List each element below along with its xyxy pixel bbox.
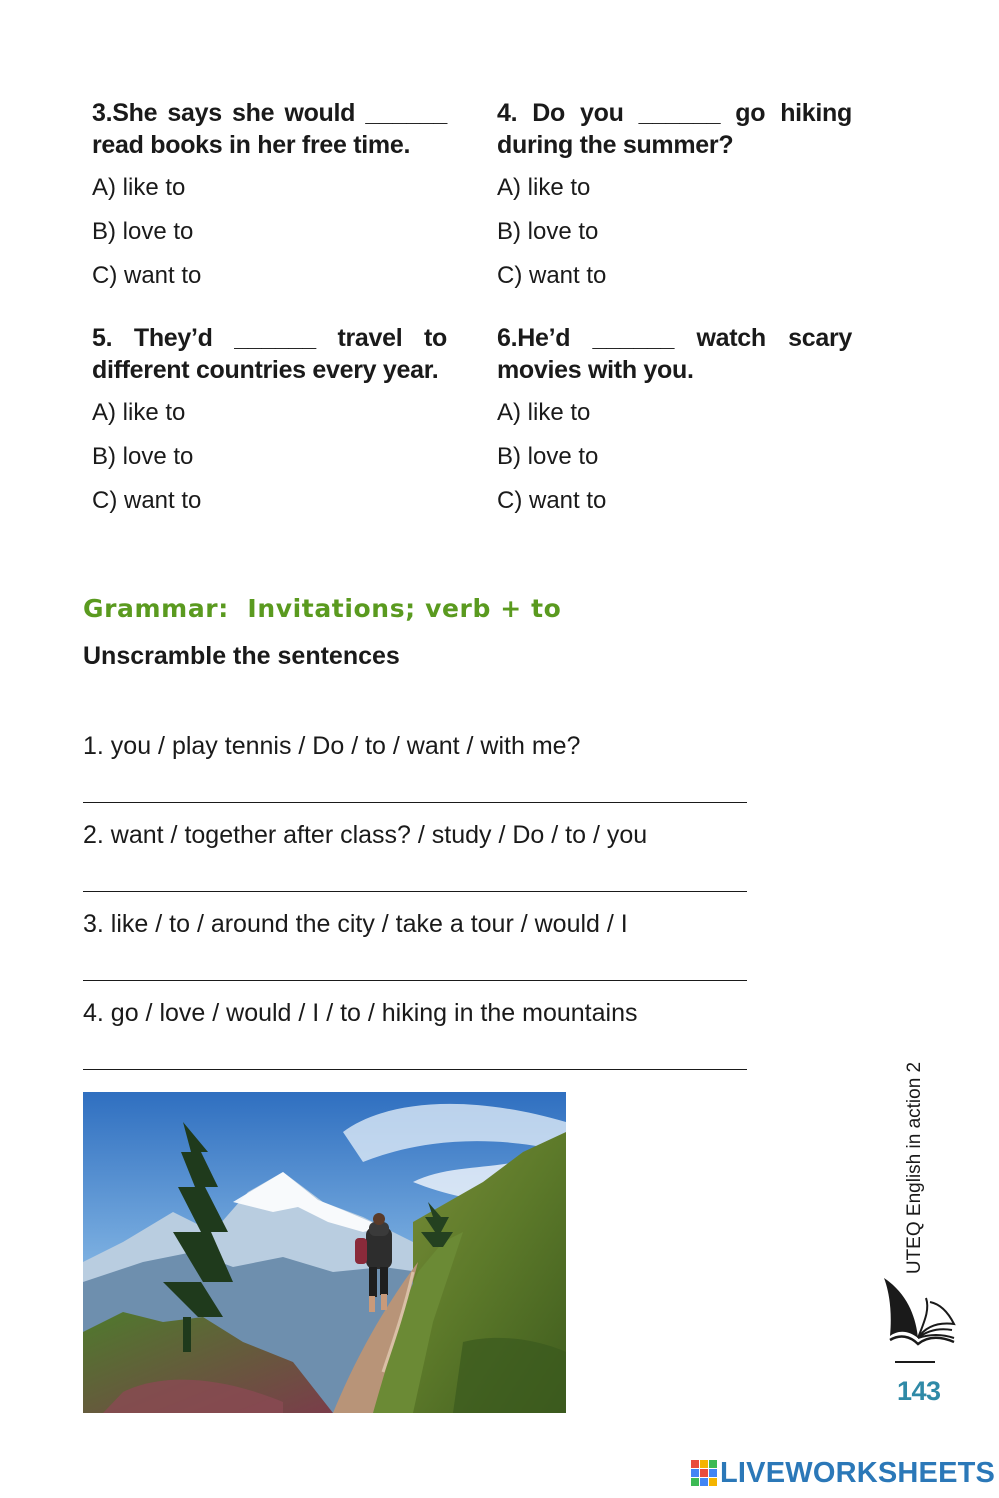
- question-3-option-c[interactable]: C) want to: [92, 262, 202, 289]
- scrambled-sentence-2: 2. want / together after class? / study / Do / to / you: [83, 821, 648, 849]
- mountain-hiker-photo: [83, 1092, 566, 1413]
- question-5: [92, 322, 447, 515]
- question-4-option-a[interactable]: A) like to: [497, 174, 591, 201]
- scrambled-sentence-3: 3. like / to / around the city / take a tour / would / I: [83, 910, 628, 938]
- question-3-option-a[interactable]: A) like to: [92, 174, 186, 201]
- page-number-rule: [895, 1361, 935, 1363]
- answer-line-1[interactable]: [83, 802, 747, 803]
- question-4: [497, 97, 852, 290]
- liveworksheets-brand: [690, 1456, 995, 1490]
- instruction-text: Unscramble the sentences: [83, 642, 400, 670]
- question-6: [497, 322, 852, 515]
- open-book-icon: [878, 1274, 958, 1350]
- question-4-option-b[interactable]: B) love to: [497, 218, 599, 245]
- grammar-heading: Grammar: Invitations; verb + to: [83, 594, 562, 623]
- question-5-option-b[interactable]: B) love to: [92, 443, 194, 470]
- question-4-option-c[interactable]: C) want to: [497, 262, 607, 289]
- question-3-option-b[interactable]: B) love to: [92, 218, 194, 245]
- question-6-option-b[interactable]: B) love to: [497, 443, 599, 470]
- answer-line-3[interactable]: [83, 980, 747, 981]
- liveworksheets-logo-icon: [690, 1459, 718, 1487]
- page-number: 143: [897, 1376, 941, 1406]
- answer-line-2[interactable]: [83, 891, 747, 892]
- scrambled-sentence-4: 4. go / love / would / I / to / hiking in the mountains: [83, 999, 638, 1027]
- question-5-option-c[interactable]: C) want to: [92, 487, 202, 514]
- question-6-option-c[interactable]: C) want to: [497, 487, 607, 514]
- liveworksheets-wordmark: LIVEWORKSHEETS: [720, 1456, 996, 1489]
- question-4-text: 4. Do you ______ go hiking during the summer?: [497, 99, 852, 159]
- question-6-text: 6.He’d ______ watch scary movies with you.: [497, 324, 852, 384]
- answer-line-4[interactable]: [83, 1069, 747, 1070]
- question-5-text: 5. They’d ______ travel to different countries every year.: [92, 324, 447, 384]
- question-3: [92, 97, 447, 290]
- question-6-option-a[interactable]: A) like to: [497, 399, 591, 426]
- question-3-text: 3.She says she would ______ read books in her free time.: [92, 99, 447, 159]
- book-title-vertical: UTEQ English in action 2: [904, 1061, 925, 1275]
- question-5-option-a[interactable]: A) like to: [92, 399, 186, 426]
- scrambled-sentence-1: 1. you / play tennis / Do / to / want / with me?: [83, 732, 581, 760]
